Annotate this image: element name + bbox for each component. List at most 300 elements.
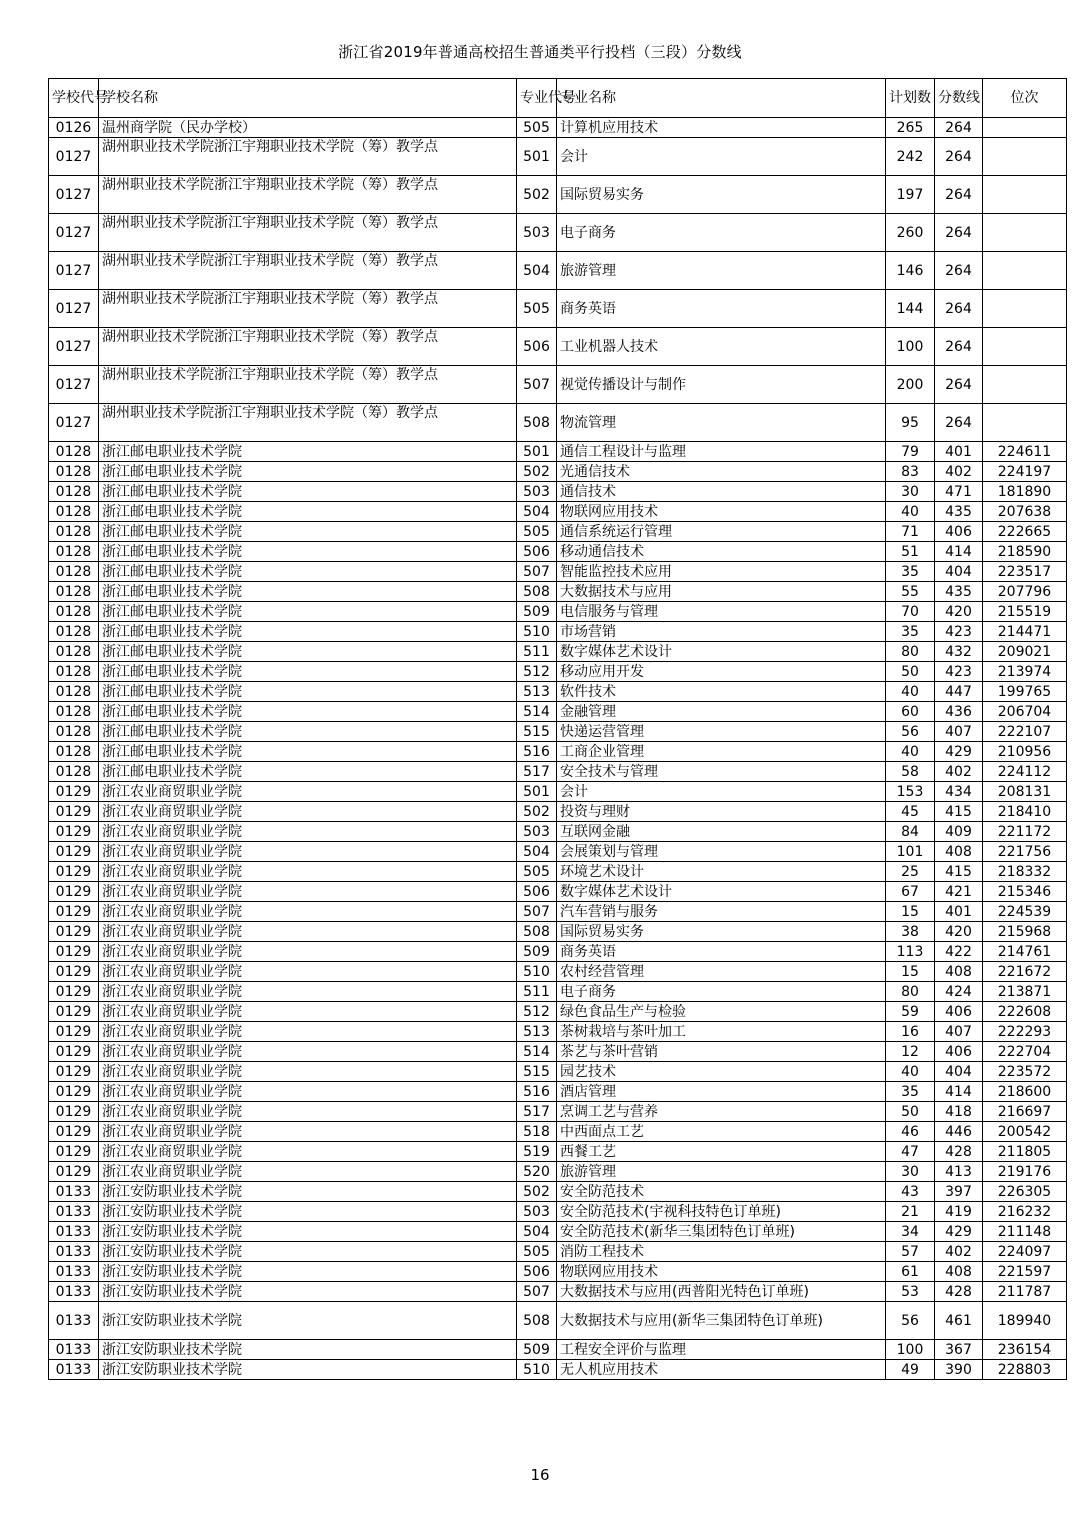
cell-major-code: 506 [517, 328, 557, 366]
cell-rank: 224097 [983, 1242, 1067, 1262]
cell-major-code: 503 [517, 482, 557, 502]
table-row [49, 522, 1067, 542]
cell-major-name: 移动应用开发 [557, 662, 886, 682]
cell-school-name: 浙江邮电职业技术学院 [99, 542, 517, 562]
cell-plan: 265 [886, 118, 935, 138]
table-row [49, 1302, 1067, 1340]
cell-rank: 221672 [983, 962, 1067, 982]
cell-major-name: 电信服务与管理 [557, 602, 886, 622]
cell-school-code: 0133 [49, 1360, 99, 1380]
cell-rank: 223517 [983, 562, 1067, 582]
cell-plan: 70 [886, 602, 935, 622]
cell-plan: 79 [886, 442, 935, 462]
cell-major-code: 519 [517, 1142, 557, 1162]
cell-rank: 224197 [983, 462, 1067, 482]
cell-rank: 215519 [983, 602, 1067, 622]
cell-score: 461 [935, 1302, 983, 1340]
cell-major-code: 504 [517, 252, 557, 290]
cell-score: 264 [935, 138, 983, 176]
cell-school-name: 浙江农业商贸职业学院 [99, 882, 517, 902]
cell-major-code: 511 [517, 642, 557, 662]
table-row [49, 682, 1067, 702]
cell-major-name: 绿色食品生产与检验 [557, 1002, 886, 1022]
cell-major-code: 517 [517, 1102, 557, 1122]
cell-school-name: 浙江农业商贸职业学院 [99, 1042, 517, 1062]
cell-major-code: 516 [517, 742, 557, 762]
cell-plan: 200 [886, 366, 935, 404]
cell-school-name: 浙江农业商贸职业学院 [99, 1142, 517, 1162]
cell-score: 418 [935, 1102, 983, 1122]
table-row [49, 702, 1067, 722]
cell-plan: 260 [886, 214, 935, 252]
table-row [49, 642, 1067, 662]
admission-score-table [48, 78, 1067, 1380]
cell-plan: 35 [886, 1082, 935, 1102]
cell-major-name: 移动通信技术 [557, 542, 886, 562]
cell-score: 407 [935, 1022, 983, 1042]
cell-score: 413 [935, 1162, 983, 1182]
cell-score: 424 [935, 982, 983, 1002]
cell-plan: 25 [886, 862, 935, 882]
cell-plan: 100 [886, 1340, 935, 1360]
header-school-name: 学校名称 [99, 79, 517, 118]
cell-school-code: 0128 [49, 662, 99, 682]
cell-score: 408 [935, 962, 983, 982]
cell-school-code: 0126 [49, 118, 99, 138]
cell-major-name: 安全防范技术(新华三集团特色订单班) [557, 1222, 886, 1242]
cell-major-name: 安全防范技术(宇视科技特色订单班) [557, 1202, 886, 1222]
cell-major-code: 502 [517, 176, 557, 214]
cell-school-name: 浙江农业商贸职业学院 [99, 982, 517, 1002]
cell-score: 367 [935, 1340, 983, 1360]
table-row [49, 366, 1067, 404]
cell-major-name: 视觉传播设计与制作 [557, 366, 886, 404]
cell-rank: 215968 [983, 922, 1067, 942]
cell-school-name: 浙江农业商贸职业学院 [99, 1102, 517, 1122]
cell-plan: 59 [886, 1002, 935, 1022]
cell-school-code: 0129 [49, 1162, 99, 1182]
cell-rank: 222704 [983, 1042, 1067, 1062]
cell-major-code: 503 [517, 1202, 557, 1222]
table-row [49, 252, 1067, 290]
cell-plan: 95 [886, 404, 935, 442]
cell-rank: 223572 [983, 1062, 1067, 1082]
cell-school-name: 浙江农业商贸职业学院 [99, 862, 517, 882]
cell-school-name: 浙江农业商贸职业学院 [99, 942, 517, 962]
cell-rank: 211805 [983, 1142, 1067, 1162]
cell-school-name: 湖州职业技术学院浙江宇翔职业技术学院（筹）教学点 [99, 328, 517, 366]
cell-major-name: 无人机应用技术 [557, 1360, 886, 1380]
cell-school-code: 0129 [49, 962, 99, 982]
cell-major-name: 工商企业管理 [557, 742, 886, 762]
cell-major-name: 汽车营销与服务 [557, 902, 886, 922]
cell-major-code: 515 [517, 1062, 557, 1082]
cell-plan: 53 [886, 1282, 935, 1302]
cell-major-name: 数字媒体艺术设计 [557, 882, 886, 902]
cell-score: 264 [935, 176, 983, 214]
cell-school-code: 0129 [49, 1082, 99, 1102]
cell-major-name: 物联网应用技术 [557, 502, 886, 522]
cell-school-name: 浙江安防职业技术学院 [99, 1302, 517, 1340]
cell-plan: 61 [886, 1262, 935, 1282]
cell-school-name: 浙江邮电职业技术学院 [99, 582, 517, 602]
cell-major-name: 西餐工艺 [557, 1142, 886, 1162]
cell-school-code: 0128 [49, 582, 99, 602]
cell-school-code: 0129 [49, 882, 99, 902]
cell-major-name: 工业机器人技术 [557, 328, 886, 366]
cell-rank: 224611 [983, 442, 1067, 462]
cell-major-name: 投资与理财 [557, 802, 886, 822]
table-row [49, 742, 1067, 762]
cell-major-name: 会计 [557, 782, 886, 802]
cell-school-code: 0127 [49, 404, 99, 442]
cell-school-code: 0127 [49, 176, 99, 214]
cell-major-name: 园艺技术 [557, 1062, 886, 1082]
cell-school-name: 湖州职业技术学院浙江宇翔职业技术学院（筹）教学点 [99, 138, 517, 176]
cell-score: 264 [935, 290, 983, 328]
table-row [49, 328, 1067, 366]
cell-score: 419 [935, 1202, 983, 1222]
table-row [49, 404, 1067, 442]
cell-plan: 80 [886, 982, 935, 1002]
cell-score: 397 [935, 1182, 983, 1202]
cell-rank: 222293 [983, 1022, 1067, 1042]
cell-school-name: 浙江农业商贸职业学院 [99, 802, 517, 822]
table-row [49, 1202, 1067, 1222]
cell-school-code: 0127 [49, 138, 99, 176]
cell-major-code: 507 [517, 1282, 557, 1302]
cell-major-code: 504 [517, 502, 557, 522]
cell-score: 404 [935, 562, 983, 582]
table-row [49, 722, 1067, 742]
table-row [49, 1340, 1067, 1360]
table-row [49, 902, 1067, 922]
cell-major-code: 512 [517, 1002, 557, 1022]
cell-major-name: 工程安全评价与监理 [557, 1340, 886, 1360]
cell-school-name: 浙江安防职业技术学院 [99, 1262, 517, 1282]
cell-rank: 221756 [983, 842, 1067, 862]
cell-school-name: 浙江农业商贸职业学院 [99, 1062, 517, 1082]
cell-rank: 218590 [983, 542, 1067, 562]
cell-plan: 35 [886, 562, 935, 582]
cell-plan: 38 [886, 922, 935, 942]
cell-school-code: 0129 [49, 922, 99, 942]
cell-major-code: 510 [517, 1360, 557, 1380]
cell-major-code: 508 [517, 1302, 557, 1340]
cell-school-name: 浙江农业商贸职业学院 [99, 1082, 517, 1102]
cell-plan: 40 [886, 1062, 935, 1082]
cell-major-name: 大数据技术与应用 [557, 582, 886, 602]
cell-school-code: 0129 [49, 842, 99, 862]
cell-plan: 43 [886, 1182, 935, 1202]
cell-school-name: 浙江邮电职业技术学院 [99, 642, 517, 662]
cell-school-code: 0128 [49, 722, 99, 742]
cell-major-code: 509 [517, 1340, 557, 1360]
cell-major-name: 智能监控技术应用 [557, 562, 886, 582]
cell-major-name: 安全技术与管理 [557, 762, 886, 782]
cell-score: 429 [935, 1222, 983, 1242]
cell-major-code: 509 [517, 602, 557, 622]
cell-major-name: 茶艺与茶叶营销 [557, 1042, 886, 1062]
header-plan: 计划数 [886, 79, 935, 118]
cell-plan: 56 [886, 1302, 935, 1340]
cell-school-name: 浙江邮电职业技术学院 [99, 502, 517, 522]
cell-school-code: 0129 [49, 822, 99, 842]
cell-school-name: 浙江邮电职业技术学院 [99, 702, 517, 722]
cell-plan: 101 [886, 842, 935, 862]
header-major-name: 专业名称 [557, 79, 886, 118]
table-row [49, 442, 1067, 462]
cell-major-code: 513 [517, 682, 557, 702]
cell-plan: 45 [886, 802, 935, 822]
cell-major-code: 505 [517, 118, 557, 138]
cell-school-code: 0129 [49, 902, 99, 922]
cell-major-name: 国际贸易实务 [557, 922, 886, 942]
table-row [49, 1182, 1067, 1202]
table-row [49, 1360, 1067, 1380]
table-row [49, 802, 1067, 822]
table-row [49, 118, 1067, 138]
cell-rank: 199765 [983, 682, 1067, 702]
cell-plan: 40 [886, 502, 935, 522]
cell-major-code: 506 [517, 542, 557, 562]
cell-major-code: 505 [517, 1242, 557, 1262]
cell-major-name: 通信工程设计与监理 [557, 442, 886, 462]
cell-rank [983, 118, 1067, 138]
table-row [49, 662, 1067, 682]
cell-plan: 46 [886, 1122, 935, 1142]
cell-school-name: 温州商学院（民办学校） [99, 118, 517, 138]
cell-score: 401 [935, 902, 983, 922]
cell-plan: 153 [886, 782, 935, 802]
cell-school-code: 0127 [49, 328, 99, 366]
cell-score: 415 [935, 862, 983, 882]
page-title: 浙江省2019年普通高校招生普通类平行投档（三段）分数线 [338, 43, 742, 61]
cell-plan: 71 [886, 522, 935, 542]
cell-school-name: 浙江邮电职业技术学院 [99, 742, 517, 762]
cell-school-code: 0128 [49, 442, 99, 462]
cell-major-code: 516 [517, 1082, 557, 1102]
table-row [49, 542, 1067, 562]
cell-school-code: 0133 [49, 1282, 99, 1302]
cell-rank [983, 214, 1067, 252]
cell-school-name: 湖州职业技术学院浙江宇翔职业技术学院（筹）教学点 [99, 366, 517, 404]
cell-school-code: 0133 [49, 1202, 99, 1222]
cell-school-code: 0129 [49, 782, 99, 802]
cell-school-code: 0133 [49, 1222, 99, 1242]
table-row [49, 962, 1067, 982]
table-row [49, 1282, 1067, 1302]
cell-school-code: 0129 [49, 1022, 99, 1042]
table-row [49, 762, 1067, 782]
cell-score: 436 [935, 702, 983, 722]
cell-major-code: 501 [517, 442, 557, 462]
cell-major-code: 508 [517, 922, 557, 942]
table-row [49, 562, 1067, 582]
cell-plan: 21 [886, 1202, 935, 1222]
cell-score: 420 [935, 602, 983, 622]
cell-school-name: 浙江安防职业技术学院 [99, 1222, 517, 1242]
cell-major-name: 市场营销 [557, 622, 886, 642]
cell-plan: 100 [886, 328, 935, 366]
cell-school-name: 浙江邮电职业技术学院 [99, 682, 517, 702]
cell-major-name: 通信系统运行管理 [557, 522, 886, 542]
cell-major-code: 501 [517, 138, 557, 176]
cell-rank: 216232 [983, 1202, 1067, 1222]
cell-school-name: 浙江农业商贸职业学院 [99, 822, 517, 842]
cell-major-name: 通信技术 [557, 482, 886, 502]
table-row [49, 782, 1067, 802]
table-row [49, 176, 1067, 214]
cell-major-name: 国际贸易实务 [557, 176, 886, 214]
cell-score: 264 [935, 404, 983, 442]
cell-score: 408 [935, 842, 983, 862]
cell-score: 414 [935, 542, 983, 562]
cell-major-name: 大数据技术与应用(新华三集团特色订单班) [557, 1302, 886, 1340]
cell-school-name: 湖州职业技术学院浙江宇翔职业技术学院（筹）教学点 [99, 214, 517, 252]
cell-school-code: 0129 [49, 982, 99, 1002]
cell-major-code: 514 [517, 1042, 557, 1062]
cell-plan: 50 [886, 662, 935, 682]
cell-school-name: 浙江邮电职业技术学院 [99, 442, 517, 462]
cell-score: 446 [935, 1122, 983, 1142]
cell-plan: 51 [886, 542, 935, 562]
cell-school-code: 0128 [49, 502, 99, 522]
cell-major-name: 大数据技术与应用(西普阳光特色订单班) [557, 1282, 886, 1302]
cell-school-name: 浙江邮电职业技术学院 [99, 522, 517, 542]
cell-major-code: 507 [517, 902, 557, 922]
table-row [49, 982, 1067, 1002]
cell-school-name: 浙江安防职业技术学院 [99, 1282, 517, 1302]
cell-plan: 30 [886, 482, 935, 502]
cell-plan: 84 [886, 822, 935, 842]
cell-rank: 218332 [983, 862, 1067, 882]
cell-rank: 222665 [983, 522, 1067, 542]
cell-score: 428 [935, 1142, 983, 1162]
cell-major-code: 510 [517, 622, 557, 642]
cell-school-name: 浙江安防职业技术学院 [99, 1242, 517, 1262]
cell-rank [983, 252, 1067, 290]
cell-major-code: 520 [517, 1162, 557, 1182]
cell-school-code: 0133 [49, 1242, 99, 1262]
cell-score: 422 [935, 942, 983, 962]
cell-major-code: 502 [517, 1182, 557, 1202]
cell-major-code: 505 [517, 862, 557, 882]
cell-major-name: 软件技术 [557, 682, 886, 702]
cell-school-name: 浙江安防职业技术学院 [99, 1182, 517, 1202]
cell-rank [983, 290, 1067, 328]
table-row [49, 1242, 1067, 1262]
cell-major-code: 506 [517, 882, 557, 902]
cell-score: 402 [935, 1242, 983, 1262]
table-row [49, 1162, 1067, 1182]
cell-score: 406 [935, 522, 983, 542]
cell-major-code: 502 [517, 462, 557, 482]
cell-rank [983, 138, 1067, 176]
cell-rank [983, 328, 1067, 366]
table-row [49, 290, 1067, 328]
cell-school-code: 0128 [49, 702, 99, 722]
cell-plan: 47 [886, 1142, 935, 1162]
cell-school-name: 浙江安防职业技术学院 [99, 1202, 517, 1222]
cell-score: 390 [935, 1360, 983, 1380]
cell-plan: 40 [886, 742, 935, 762]
cell-major-name: 农村经营管理 [557, 962, 886, 982]
cell-plan: 58 [886, 762, 935, 782]
cell-score: 409 [935, 822, 983, 842]
cell-school-code: 0129 [49, 1062, 99, 1082]
cell-score: 402 [935, 462, 983, 482]
cell-major-code: 503 [517, 822, 557, 842]
cell-school-code: 0129 [49, 1122, 99, 1142]
cell-school-code: 0129 [49, 1002, 99, 1022]
cell-rank: 213871 [983, 982, 1067, 1002]
cell-rank: 222608 [983, 1002, 1067, 1022]
cell-school-code: 0127 [49, 252, 99, 290]
cell-school-code: 0129 [49, 802, 99, 822]
table-row [49, 1102, 1067, 1122]
cell-major-name: 环境艺术设计 [557, 862, 886, 882]
cell-plan: 55 [886, 582, 935, 602]
cell-school-name: 浙江农业商贸职业学院 [99, 902, 517, 922]
cell-major-name: 互联网金融 [557, 822, 886, 842]
table-row [49, 842, 1067, 862]
cell-school-code: 0129 [49, 1142, 99, 1162]
cell-major-code: 508 [517, 404, 557, 442]
cell-school-name: 浙江安防职业技术学院 [99, 1340, 517, 1360]
cell-score: 432 [935, 642, 983, 662]
cell-major-code: 511 [517, 982, 557, 1002]
cell-major-name: 旅游管理 [557, 252, 886, 290]
table-row [49, 462, 1067, 482]
cell-major-code: 512 [517, 662, 557, 682]
cell-major-name: 光通信技术 [557, 462, 886, 482]
cell-school-code: 0127 [49, 214, 99, 252]
cell-rank [983, 366, 1067, 404]
header-row [49, 79, 1067, 118]
header-score: 分数线 [935, 79, 983, 118]
cell-plan: 57 [886, 1242, 935, 1262]
cell-school-name: 浙江邮电职业技术学院 [99, 662, 517, 682]
cell-school-code: 0133 [49, 1340, 99, 1360]
cell-school-name: 浙江邮电职业技术学院 [99, 762, 517, 782]
cell-school-code: 0127 [49, 366, 99, 404]
cell-score: 414 [935, 1082, 983, 1102]
table-row [49, 138, 1067, 176]
cell-plan: 197 [886, 176, 935, 214]
cell-major-name: 计算机应用技术 [557, 118, 886, 138]
cell-major-code: 501 [517, 782, 557, 802]
cell-school-code: 0129 [49, 862, 99, 882]
cell-score: 434 [935, 782, 983, 802]
cell-school-code: 0128 [49, 522, 99, 542]
cell-school-code: 0128 [49, 762, 99, 782]
cell-rank: 236154 [983, 1340, 1067, 1360]
cell-rank: 211787 [983, 1282, 1067, 1302]
cell-school-name: 浙江农业商贸职业学院 [99, 922, 517, 942]
cell-school-code: 0133 [49, 1182, 99, 1202]
cell-score: 264 [935, 366, 983, 404]
cell-rank: 207638 [983, 502, 1067, 522]
cell-major-name: 中西面点工艺 [557, 1122, 886, 1142]
cell-score: 435 [935, 502, 983, 522]
table-row [49, 822, 1067, 842]
cell-rank: 213974 [983, 662, 1067, 682]
cell-major-code: 504 [517, 842, 557, 862]
header-school-code: 学校代号 [49, 79, 99, 118]
cell-school-code: 0129 [49, 942, 99, 962]
cell-plan: 49 [886, 1360, 935, 1380]
